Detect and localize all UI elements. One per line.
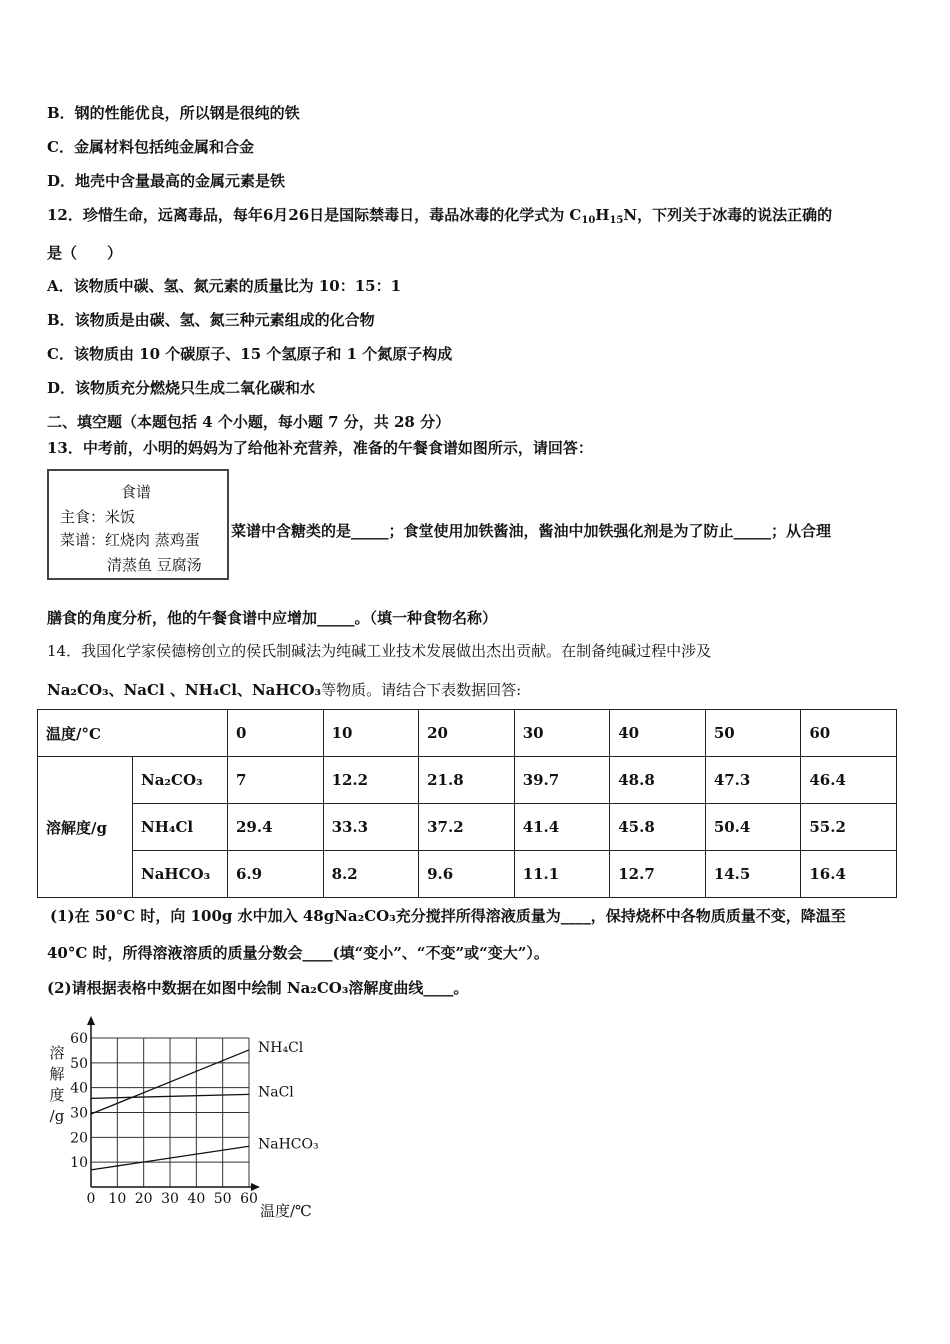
series-label: NaHCO₃ — [258, 1136, 319, 1153]
table-cell: 12.7 — [610, 851, 706, 898]
q14-sub1-line2: 40°C 时，所得溶液溶质的质量分数会____(填“变小”、“不变”或“变大”）。 — [47, 944, 549, 962]
y-tick-label: 30 — [70, 1105, 88, 1122]
q13-stem: 13．中考前，小明的妈妈为了给他补充营养，准备的午餐食谱如图所示，请回答： — [47, 439, 593, 457]
y-axis-title: 溶 — [49, 1044, 65, 1062]
series-label: NaCl — [258, 1084, 294, 1101]
q12-option-c: C．该物质由 10 个碳原子、15 个氢原子和 1 个氮原子构成 — [47, 345, 453, 363]
q12-stem-line2: 是（ ） — [47, 244, 123, 262]
table-cell: 6.9 — [228, 851, 324, 898]
q12-option-b: B．该物质是由碳、氢、氮三种元素组成的化合物 — [47, 311, 375, 329]
x-axis-arrow — [251, 1183, 260, 1191]
y-tick-label: 50 — [70, 1055, 88, 1072]
table-cell: 7 — [228, 757, 324, 804]
table-cell: 46.4 — [801, 757, 897, 804]
substance-name: NaHCO₃ — [133, 851, 228, 898]
solubility-chart — [40, 1010, 340, 1225]
q14-stem-tail: 等物质。请结合下表数据回答: — [321, 681, 522, 699]
temp-cell: 20 — [419, 710, 515, 757]
table-cell: 39.7 — [514, 757, 610, 804]
table-cell: 21.8 — [419, 757, 515, 804]
series-label: NH₄Cl — [258, 1039, 304, 1056]
table-cell: 12.2 — [323, 757, 419, 804]
y-tick-label: 60 — [70, 1031, 88, 1047]
temp-cell: 40 — [610, 710, 706, 757]
q14-sub2: (2)请根据表格中数据在如图中绘制 Na₂CO₃溶解度曲线____。 — [47, 979, 469, 997]
x-axis-title: 温度/℃ — [260, 1202, 312, 1220]
x-tick-label: 40 — [187, 1191, 206, 1207]
table-cell: 48.8 — [610, 757, 706, 804]
x-tick-label: 10 — [108, 1191, 127, 1207]
temp-cell: 50 — [705, 710, 801, 757]
menu-card — [47, 469, 229, 580]
temp-cell: 60 — [801, 710, 897, 757]
table-cell: 55.2 — [801, 804, 897, 851]
table-cell: 9.6 — [419, 851, 515, 898]
substance-name: NH₄Cl — [133, 804, 228, 851]
table-cell: 29.4 — [228, 804, 324, 851]
section-heading: 二、填空题（本题包括 4 个小题，每小题 7 分，共 28 分） — [47, 413, 451, 431]
y-axis-arrow — [87, 1016, 95, 1025]
q13-question-line1: 菜谱中含糖类的是_____；食堂使用加铁酱油，酱油中加铁强化剂是为了防止_____；从合理 — [231, 522, 832, 540]
table-header-row — [38, 710, 897, 757]
x-tick-label: 30 — [161, 1191, 179, 1207]
q12-option-a: A．该物质中碳、氢、氮元素的质量比为 10：15：1 — [47, 277, 402, 295]
menu-title: 食谱 — [121, 483, 152, 501]
substance-name: Na₂CO₃ — [133, 757, 228, 804]
solubility-table — [37, 709, 897, 898]
table-cell: 11.1 — [514, 851, 610, 898]
temp-cell: 10 — [323, 710, 419, 757]
q14-substances: Na₂CO₃、NaCl 、NH₄Cl、NaHCO₃ — [47, 681, 322, 699]
table-cell: 33.3 — [323, 804, 419, 851]
solubility-label: 溶解度/g — [38, 757, 133, 898]
q14-sub1-line1: (1)在 50°C 时，向 100g 水中加入 48gNa₂CO₃充分搅拌所得溶液质量为____，保持烧杯中各物质质量不变，降温至 — [50, 907, 846, 925]
y-tick-label: 40 — [70, 1080, 88, 1097]
y-tick-label: 20 — [70, 1130, 88, 1147]
table-cell: 50.4 — [705, 804, 801, 851]
menu-dishes-1: 菜谱：红烧肉 蒸鸡蛋 — [60, 531, 200, 549]
table-cell: 45.8 — [610, 804, 706, 851]
table-cell: 37.2 — [419, 804, 515, 851]
table-cell: 41.4 — [514, 804, 610, 851]
temp-header: 温度/°C — [38, 710, 228, 757]
y-axis-title: 度 — [49, 1086, 65, 1104]
q11-option-c: C．金属材料包括纯金属和合金 — [47, 138, 254, 156]
q11-option-b: B．钢的性能优良，所以钢是很纯的铁 — [47, 104, 300, 122]
x-tick-label: 0 — [86, 1191, 96, 1207]
x-tick-label: 50 — [213, 1191, 232, 1207]
table-row — [38, 757, 897, 804]
table-row — [38, 804, 897, 851]
table-row — [38, 851, 897, 898]
y-axis-title: 解 — [49, 1065, 65, 1083]
y-tick-label: 10 — [70, 1155, 88, 1172]
q11-option-d: D．地壳中含量最高的金属元素是铁 — [47, 172, 286, 190]
menu-staple: 主食：米饭 — [60, 508, 136, 526]
x-tick-label: 60 — [240, 1191, 258, 1207]
q14-stem-line2 — [47, 679, 521, 700]
x-tick-label: 20 — [134, 1191, 153, 1207]
q12-stem: 12．珍惜生命，远离毒品，每年6月26日是国际禁毒日，毒品冰毒的化学式为 $C_{10}H_{15}N$，下列关于冰毒的说法正确的 — [47, 206, 833, 226]
table-cell: 16.4 — [801, 851, 897, 898]
table-cell: 8.2 — [323, 851, 419, 898]
q14-stem-line1: 14．我国化学家侯德榜创立的侯氏制碱法为纯碱工业技术发展做出杰出贡献。在制备纯碱过程中涉及 — [47, 642, 712, 660]
temp-cell: 0 — [228, 710, 324, 757]
q12-option-d: D．该物质充分燃烧只生成二氧化碳和水 — [47, 379, 316, 397]
menu-dishes-2: 清蒸鱼 豆腐汤 — [107, 556, 202, 574]
q13-question-line2: 膳食的角度分析，他的午餐食谱中应增加_____。（填一种食物名称） — [47, 609, 498, 627]
temp-cell: 30 — [514, 710, 610, 757]
table-cell: 47.3 — [705, 757, 801, 804]
table-cell: 14.5 — [705, 851, 801, 898]
y-axis-title: /g — [49, 1107, 65, 1125]
